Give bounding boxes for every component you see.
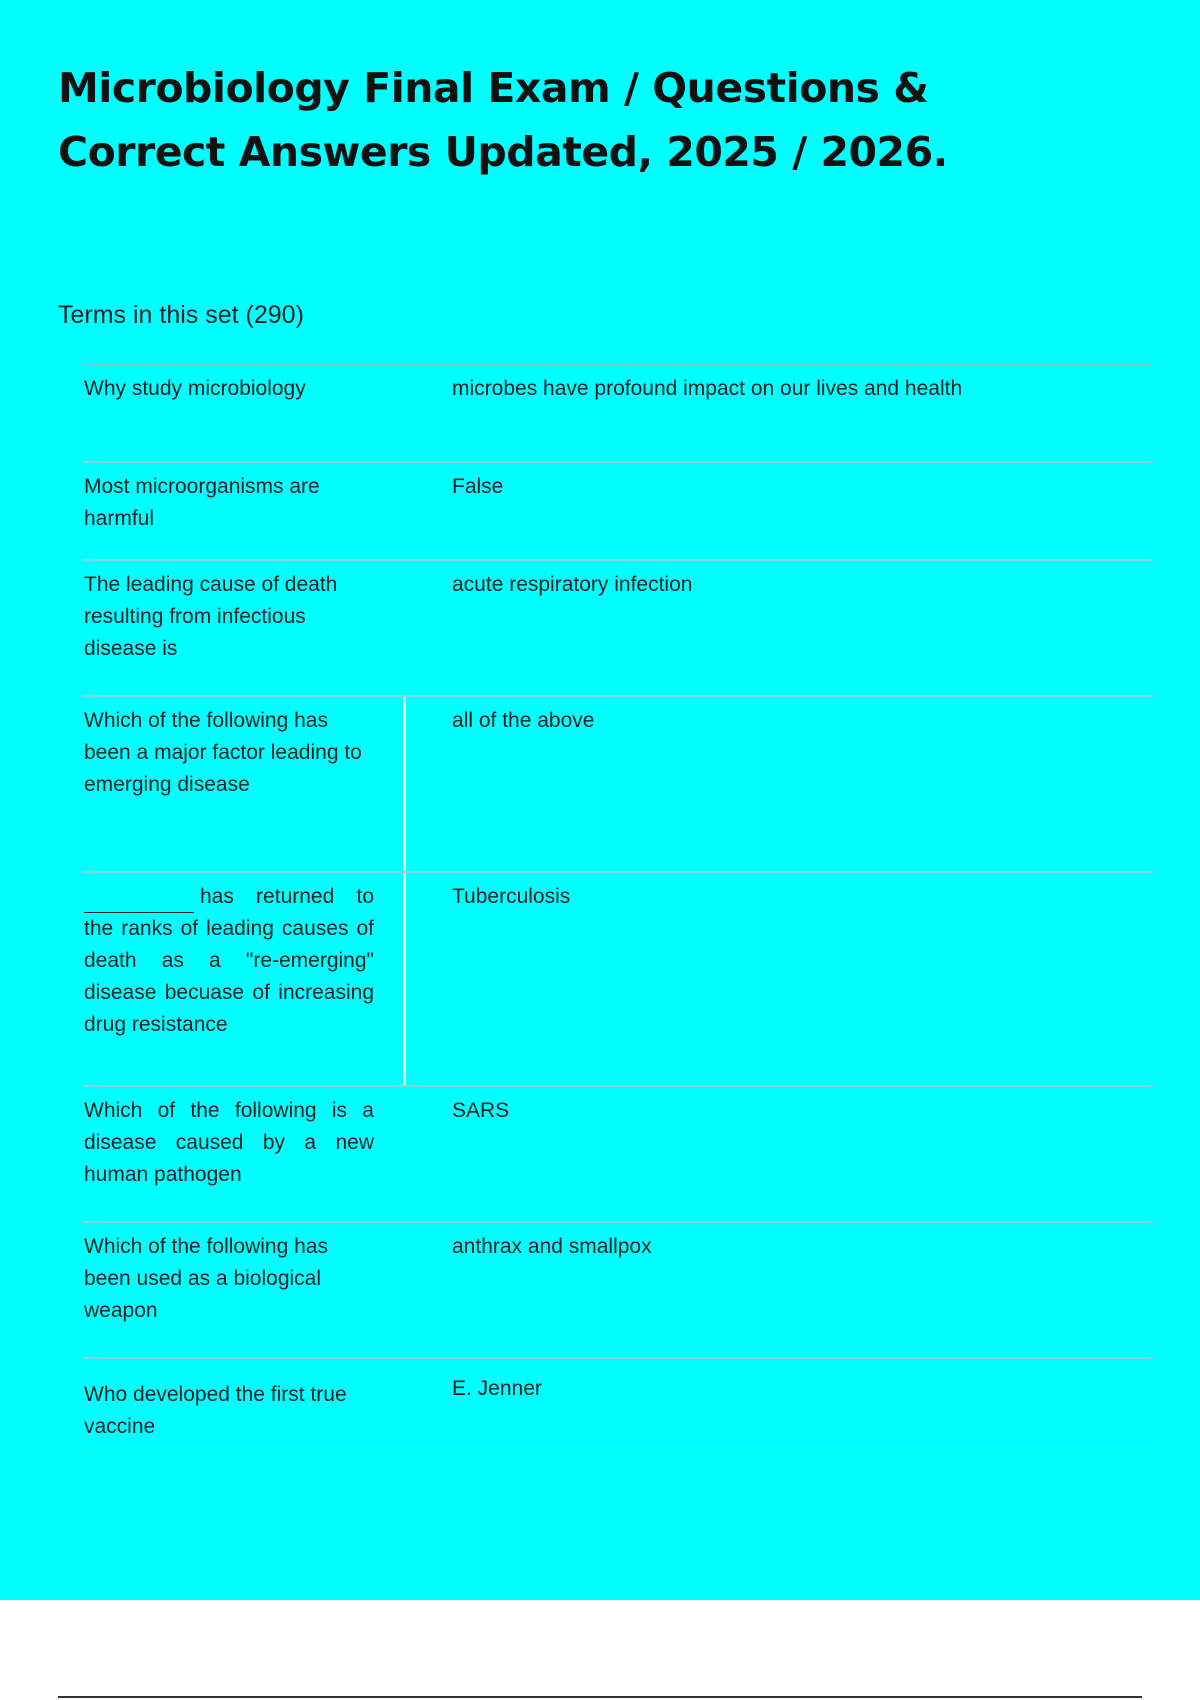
terms-table [83,364,1154,1454]
term-answer: SARS [452,1099,510,1122]
term-answer: Tuberculosis [452,885,571,908]
term-answer: acute respiratory infection [452,573,693,596]
table-row [84,365,1153,461]
term-question: Which of the following is a disease caused by a new human pathogen [84,1099,374,1186]
term-question: The leading cause of death resulting from infectious disease is [84,573,338,660]
term-question [84,873,374,1085]
table-row [84,559,1153,695]
table-row [84,695,1153,871]
table-row [84,1221,1153,1357]
terms-count-label: Terms in this set (290) [58,301,304,329]
term-question: Who developed the first true vaccine [84,1383,347,1438]
table-row [84,461,1153,559]
term-answer: all of the above [452,709,595,732]
term-answer: anthrax and smallpox [452,1235,652,1258]
table-row [84,871,1153,1085]
term-question: Most microorganisms are harmful [84,475,320,530]
term-question-text: has returned to the ranks of leading causes of death as a "re-emerging" disease becuase of increasing drug resistance [84,885,374,1036]
term-question: Why study microbiology [84,377,306,400]
term-answer: E. Jenner [452,1377,542,1400]
table-row [84,1357,1153,1453]
term-answer: False [452,475,504,498]
term-answer: microbes have profound impact on our lives and health [452,377,963,400]
page-title: Microbiology Final Exam / Questions & Correct Answers Updated, 2025 / 2026. [58,64,948,176]
footer-divider [58,1696,1142,1698]
term-question: Which of the following has been used as a biological weapon [84,1235,328,1322]
term-question: Which of the following has been a major factor leading to emerging disease [84,709,362,796]
fill-in-blank [84,888,194,913]
table-row [84,1085,1153,1221]
